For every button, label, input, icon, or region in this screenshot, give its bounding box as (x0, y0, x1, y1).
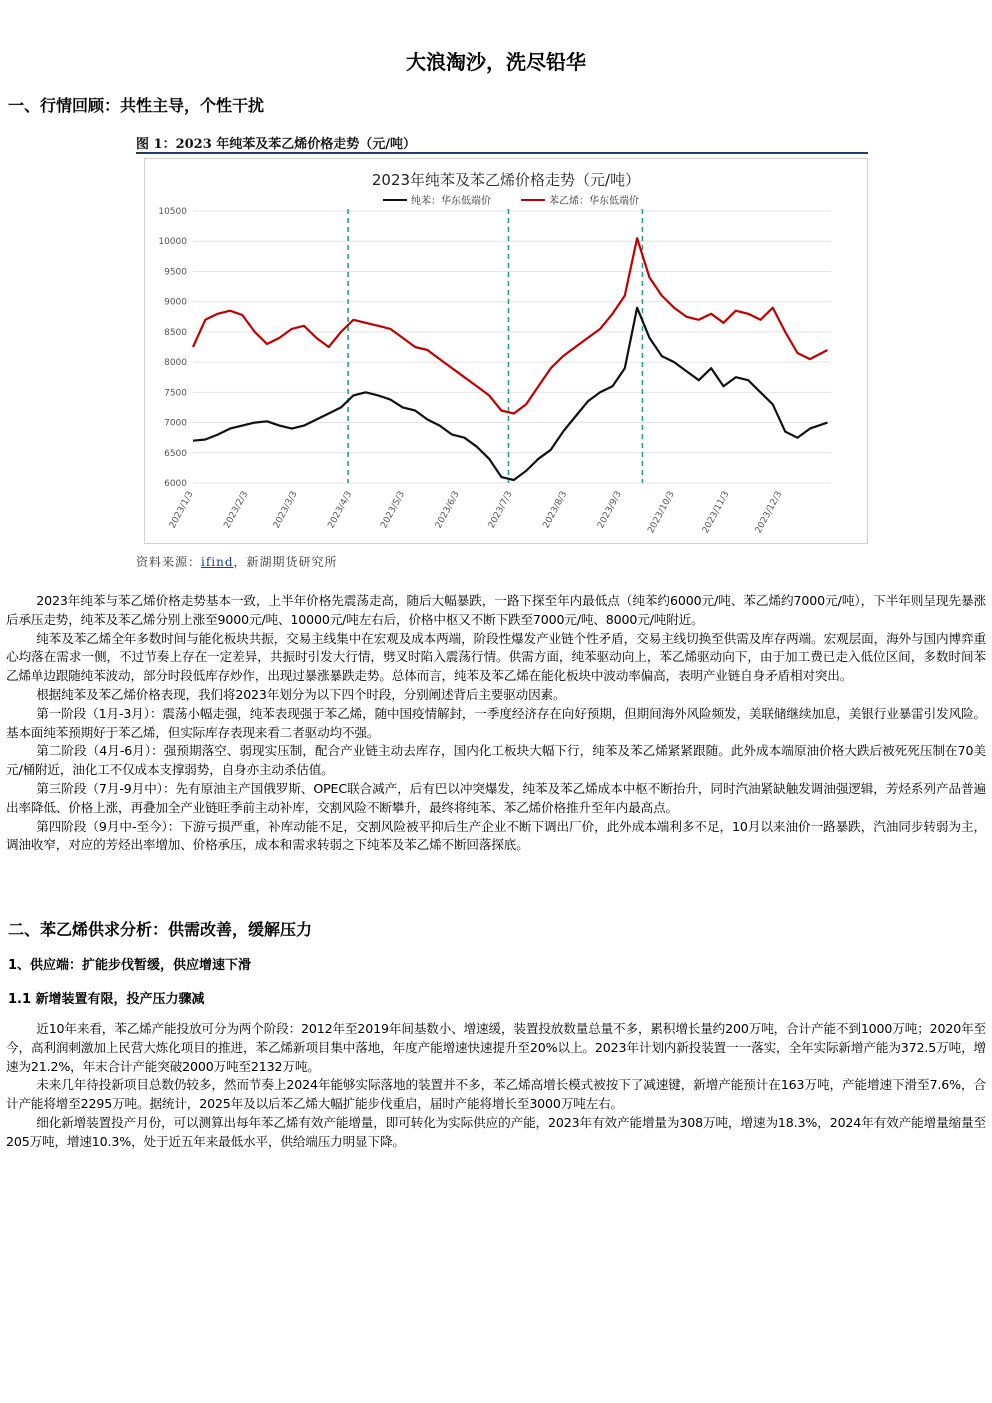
y-tick-label: 6000 (164, 479, 187, 489)
paragraph: 未来几年待投新项目总数仍较多，然而节奏上2024年能够实际落地的装置并不多，苯乙烯高增长模式被按下了减速键，新增产能预计在163万吨，产能增速下滑至7.6%，合计产能将增至2295万吨。据统计，2025年及以后苯乙烯大幅扩能步伐重启，届时产能将增长至3000万吨左右。 (6, 1077, 986, 1112)
section-1-heading: 一、行情回顾：共性主导，个性干扰 (8, 96, 265, 115)
x-tick-label: 2023/10/3 (646, 489, 677, 536)
chart-grid (193, 211, 831, 483)
subsection-1-1-heading: 1.1 新增装置有限，投产压力骤减 (8, 992, 205, 1007)
subsection-1-heading: 1、供应端：扩能步伐暂缓，供应增速下滑 (8, 958, 252, 973)
paragraph: 第四阶段（9月中-至今）：下游亏损严重，补库动能不足，交割风险被平抑后生产企业不断下调出厂价，此外成本端利多不足，10月以来油价一路暴跌，汽油同步转弱为主，调油收窄，对应的芳烃出率增加、价格承压，成本和需求转弱之下纯苯及苯乙烯不断回落探底。 (6, 818, 986, 853)
x-tick-label: 2023/4/3 (326, 489, 355, 531)
legend-label-styrene: 苯乙烯：华东低端价 (549, 196, 639, 207)
x-tick-label: 2023/9/3 (596, 489, 624, 531)
y-tick-label: 7500 (164, 388, 187, 399)
paragraph: 根据纯苯及苯乙烯价格表现，我们将2023年划分为以下四个时段，分别阐述背后主要驱动因素。 (36, 686, 566, 702)
y-tick-label: 8500 (164, 327, 187, 338)
paragraph: 第三阶段（7月-9月中）：先有原油主产国俄罗斯、OPEC联合减产，后有巴以冲突爆发，纯苯及苯乙烯成本中枢不断抬升，同时汽油紧缺触发调油强逻辑，芳烃系列产品普遍出率降低、价格上涨，再叠加全产业链旺季前主动补库，交割风险不断攀升，最终将纯苯、苯乙烯价格推升至年内最高点。 (6, 780, 986, 815)
source-prefix: 资料来源： (136, 555, 202, 569)
section-2-heading: 二、苯乙烯供求分析：供需改善，缓解压力 (8, 920, 313, 939)
x-tick-label: 2023/8/3 (541, 489, 570, 531)
source-suffix: ，新湖期货研究所 (233, 555, 338, 569)
document-title: 大浪淘沙，洗尽铅华 (406, 50, 586, 74)
paragraph: 近10年来看，苯乙烯产能投放可分为两个阶段：2012年至2019年间基数小、增速缓，装置投放数量总量不多，累积增长量约200万吨，合计产能不到1000万吨；2020年至今，高利润刺激加上民营大炼化项目的推进，苯乙烯新项目集中落地，年度产能增速快速提升至20%以上。2023年计划内新投装置一一落实，全年实际新增产能为372.5万吨，增速为21.2%，年末合计产能突破2000万吨至2132万吨。 (6, 1021, 986, 1074)
paragraph: 第二阶段（4月-6月）：强预期落空、弱现实压制，配合产业链主动去库存，国内化工板块大幅下行，纯苯及苯乙烯紧紧跟随。此外成本端原油价格大跌后被死死压制在70美元/桶附近，油化工不仅成本支撑弱势，自身亦主动杀估值。 (6, 743, 986, 778)
price-chart (144, 158, 868, 544)
chart-title: 2023年纯苯及苯乙烯价格走势（元/吨） (371, 171, 641, 189)
chart-series (193, 238, 828, 480)
y-axis-ticks (158, 207, 187, 489)
x-tick-label: 2023/2/3 (222, 489, 251, 531)
y-tick-label: 9000 (164, 297, 187, 308)
paragraph: 细化新增装置投产月份，可以测算出每年苯乙烯有效产能增量，即可转化为实际供应的产能，2023年有效产能增量为308万吨，增速为18.3%，2024年有效产能增量缩量至205万吨，增速10.3%，处于近五年来最低水平，供给端压力明显下降。 (6, 1114, 986, 1149)
x-tick-label: 2023/11/3 (700, 489, 732, 536)
x-tick-label: 2023/7/3 (486, 489, 515, 531)
y-tick-label: 10000 (158, 237, 187, 248)
source-link[interactable]: ifind (201, 555, 234, 569)
legend-label-benzene: 纯苯：华东低端价 (411, 196, 491, 207)
section-2-body (6, 1020, 986, 1152)
paragraph: 第一阶段（1月-3月）：震荡小幅走强，纯苯表现强于苯乙烯，随中国疫情解封，一季度经济存在向好预期，但期间海外风险频发，美联储继续加息，美银行业暴雷引发风险。基本面纯苯预期好于苯乙烯，但实际库存表现来看二者驱动均不强。 (6, 705, 986, 740)
x-tick-label: 2023/5/3 (379, 489, 408, 531)
figure-caption-rule (136, 152, 868, 154)
y-tick-label: 6500 (164, 448, 187, 459)
figure-source (136, 553, 338, 570)
section-1-body (6, 592, 986, 855)
x-tick-label: 2023/6/3 (433, 489, 462, 531)
y-tick-label: 9500 (164, 267, 187, 278)
benzene-price-line (193, 308, 828, 480)
figure-caption: 图 1：2023 年纯苯及苯乙烯价格走势（元/吨） (136, 137, 417, 152)
paragraph: 纯苯及苯乙烯全年多数时间与能化板块共振，交易主线集中在宏观及成本两端，阶段性爆发产业链个性矛盾，交易主线切换至供需及库存两端。宏观层面，海外与国内博弈重心均落在需求一侧，不过节奏上存在一定差异，共振时引发大行情，劈叉时陷入震荡行情。供需方面，纯苯驱动向上，苯乙烯驱动向下，由于加工费已走入低位区间，多数时间苯乙烯单边跟随纯苯波动，部分时段低库存炒作，出现过暴涨暴跌走势。总体而言，纯苯及苯乙烯在能化板块中波动率偏高，表明产业链自身矛盾相对突出。 (6, 630, 986, 684)
chart-legend (383, 194, 639, 207)
x-tick-label: 2023/1/3 (167, 489, 196, 531)
paragraph: 2023年纯苯与苯乙烯价格走势基本一致，上半年价格先震荡走高，随后大幅暴跌，一路下探至年内最低点（纯苯约6000元/吨、苯乙烯约7000元/吨），下半年则呈现先暴涨后承压走势，纯苯及苯乙烯分别上涨至9000元/吨、10000元/吨左右后，价格中枢又不断下跌至7000元/吨、8000元/吨附近。 (6, 593, 986, 627)
x-tick-label: 2023/12/3 (753, 489, 785, 536)
y-tick-label: 8000 (164, 358, 187, 369)
x-axis-ticks (168, 490, 784, 535)
price-line-chart (145, 159, 867, 543)
y-tick-label: 7000 (164, 418, 187, 429)
phase-dividers (348, 209, 642, 483)
y-tick-label: 10500 (158, 207, 187, 217)
x-tick-label: 2023/3/3 (271, 489, 300, 531)
styrene-price-line (193, 238, 828, 413)
